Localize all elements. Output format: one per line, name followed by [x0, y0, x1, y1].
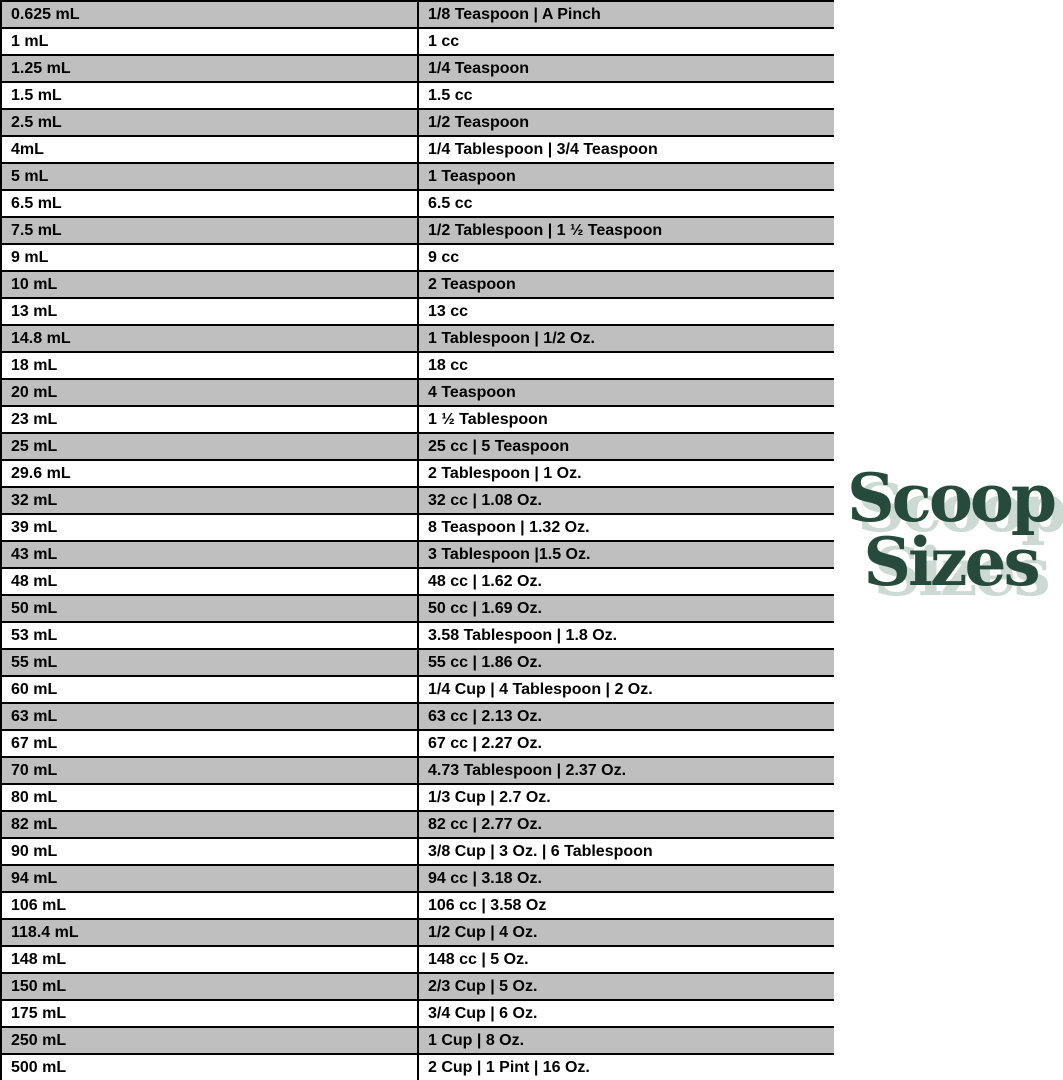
table-row — [1, 406, 834, 433]
ml-cell: 18 mL — [1, 352, 418, 379]
conversion-cell: 8 Teaspoon | 1.32 Oz. — [418, 514, 834, 541]
ml-cell: 106 mL — [1, 892, 418, 919]
table-row — [1, 109, 834, 136]
table-row — [1, 1000, 834, 1027]
ml-cell: 500 mL — [1, 1054, 418, 1080]
conversion-cell: 1/4 Cup | 4 Tablespoon | 2 Oz. — [418, 676, 834, 703]
table-row — [1, 757, 834, 784]
table-row — [1, 433, 834, 460]
ml-cell: 9 mL — [1, 244, 418, 271]
table-row — [1, 487, 834, 514]
table-row — [1, 298, 834, 325]
ml-cell: 4mL — [1, 136, 418, 163]
table-row — [1, 82, 834, 109]
ml-cell: 118.4 mL — [1, 919, 418, 946]
conversion-cell: 9 cc — [418, 244, 834, 271]
ml-cell: 5 mL — [1, 163, 418, 190]
ml-cell: 48 mL — [1, 568, 418, 595]
table-row — [1, 190, 834, 217]
logo-line-1: Scoop — [846, 459, 1055, 537]
ml-cell: 29.6 mL — [1, 460, 418, 487]
ml-cell: 13 mL — [1, 298, 418, 325]
conversion-cell: 67 cc | 2.27 Oz. — [418, 730, 834, 757]
ml-cell: 20 mL — [1, 379, 418, 406]
conversion-cell: 1 Tablespoon | 1/2 Oz. — [418, 325, 834, 352]
conversion-cell: 1/2 Teaspoon — [418, 109, 834, 136]
conversion-cell: 1/2 Cup | 4 Oz. — [418, 919, 834, 946]
table-row — [1, 622, 834, 649]
conversion-cell: 4.73 Tablespoon | 2.37 Oz. — [418, 757, 834, 784]
ml-cell: 250 mL — [1, 1027, 418, 1054]
table-row — [1, 703, 834, 730]
ml-cell: 50 mL — [1, 595, 418, 622]
table-row — [1, 28, 834, 55]
table-row — [1, 1054, 834, 1080]
table-row — [1, 676, 834, 703]
table-row — [1, 1, 834, 28]
table-row — [1, 460, 834, 487]
table-row — [1, 973, 834, 1000]
table-row — [1, 136, 834, 163]
table-row — [1, 163, 834, 190]
conversion-cell: 63 cc | 2.13 Oz. — [418, 703, 834, 730]
table-row — [1, 811, 834, 838]
conversion-cell: 1/2 Tablespoon | 1 ½ Teaspoon — [418, 217, 834, 244]
conversion-cell: 2 Cup | 1 Pint | 16 Oz. — [418, 1054, 834, 1080]
conversion-cell: 1/8 Teaspoon | A Pinch — [418, 1, 834, 28]
conversion-cell: 3.58 Tablespoon | 1.8 Oz. — [418, 622, 834, 649]
ml-cell: 53 mL — [1, 622, 418, 649]
table-row — [1, 379, 834, 406]
conversion-cell: 1 Cup | 8 Oz. — [418, 1027, 834, 1054]
conversion-cell: 13 cc — [418, 298, 834, 325]
conversion-cell: 55 cc | 1.86 Oz. — [418, 649, 834, 676]
ml-cell: 90 mL — [1, 838, 418, 865]
conversion-cell: 48 cc | 1.62 Oz. — [418, 568, 834, 595]
conversion-table-body — [1, 1, 834, 1080]
ml-cell: 14.8 mL — [1, 325, 418, 352]
conversion-cell: 25 cc | 5 Teaspoon — [418, 433, 834, 460]
conversion-cell: 3 Tablespoon |1.5 Oz. — [418, 541, 834, 568]
ml-cell: 148 mL — [1, 946, 418, 973]
table-row — [1, 784, 834, 811]
ml-cell: 1.25 mL — [1, 55, 418, 82]
conversion-cell: 148 cc | 5 Oz. — [418, 946, 834, 973]
ml-cell: 10 mL — [1, 271, 418, 298]
table-row — [1, 514, 834, 541]
conversion-cell: 2 Tablespoon | 1 Oz. — [418, 460, 834, 487]
ml-cell: 67 mL — [1, 730, 418, 757]
ml-cell: 7.5 mL — [1, 217, 418, 244]
ml-cell: 43 mL — [1, 541, 418, 568]
table-row — [1, 244, 834, 271]
table-row — [1, 838, 834, 865]
conversion-cell: 2 Teaspoon — [418, 271, 834, 298]
ml-cell: 94 mL — [1, 865, 418, 892]
conversion-cell: 2/3 Cup | 5 Oz. — [418, 973, 834, 1000]
conversion-cell: 32 cc | 1.08 Oz. — [418, 487, 834, 514]
table-row — [1, 325, 834, 352]
conversion-cell: 6.5 cc — [418, 190, 834, 217]
table-row — [1, 352, 834, 379]
logo-line-2: Sizes — [863, 523, 1038, 601]
ml-cell: 82 mL — [1, 811, 418, 838]
conversion-cell: 1/3 Cup | 2.7 Oz. — [418, 784, 834, 811]
table-row — [1, 541, 834, 568]
conversion-cell: 50 cc | 1.69 Oz. — [418, 595, 834, 622]
ml-cell: 25 mL — [1, 433, 418, 460]
ml-cell: 70 mL — [1, 757, 418, 784]
ml-cell: 39 mL — [1, 514, 418, 541]
conversion-cell: 82 cc | 2.77 Oz. — [418, 811, 834, 838]
table-row — [1, 271, 834, 298]
ml-cell: 63 mL — [1, 703, 418, 730]
ml-cell: 6.5 mL — [1, 190, 418, 217]
conversion-cell: 3/8 Cup | 3 Oz. | 6 Tablespoon — [418, 838, 834, 865]
conversion-cell: 94 cc | 3.18 Oz. — [418, 865, 834, 892]
ml-cell: 2.5 mL — [1, 109, 418, 136]
conversion-cell: 1 ½ Tablespoon — [418, 406, 834, 433]
table-row — [1, 595, 834, 622]
conversion-cell: 1 cc — [418, 28, 834, 55]
conversion-cell: 4 Teaspoon — [418, 379, 834, 406]
table-row — [1, 865, 834, 892]
conversion-cell: 1 Teaspoon — [418, 163, 834, 190]
scoop-sizes-logo — [838, 459, 1063, 601]
ml-cell: 55 mL — [1, 649, 418, 676]
ml-cell: 175 mL — [1, 1000, 418, 1027]
table-row — [1, 919, 834, 946]
ml-cell: 32 mL — [1, 487, 418, 514]
table-row — [1, 55, 834, 82]
ml-cell: 80 mL — [1, 784, 418, 811]
conversion-cell: 1/4 Teaspoon — [418, 55, 834, 82]
ml-cell: 23 mL — [1, 406, 418, 433]
conversion-cell: 3/4 Cup | 6 Oz. — [418, 1000, 834, 1027]
table-row — [1, 217, 834, 244]
ml-cell: 0.625 mL — [1, 1, 418, 28]
conversion-cell: 106 cc | 3.58 Oz — [418, 892, 834, 919]
table-row — [1, 892, 834, 919]
table-row — [1, 568, 834, 595]
table-row — [1, 730, 834, 757]
table-row — [1, 946, 834, 973]
ml-cell: 1 mL — [1, 28, 418, 55]
conversion-cell: 1/4 Tablespoon | 3/4 Teaspoon — [418, 136, 834, 163]
ml-cell: 1.5 mL — [1, 82, 418, 109]
ml-cell: 60 mL — [1, 676, 418, 703]
table-row — [1, 649, 834, 676]
ml-cell: 150 mL — [1, 973, 418, 1000]
conversion-cell: 18 cc — [418, 352, 834, 379]
table-row — [1, 1027, 834, 1054]
conversion-cell: 1.5 cc — [418, 82, 834, 109]
